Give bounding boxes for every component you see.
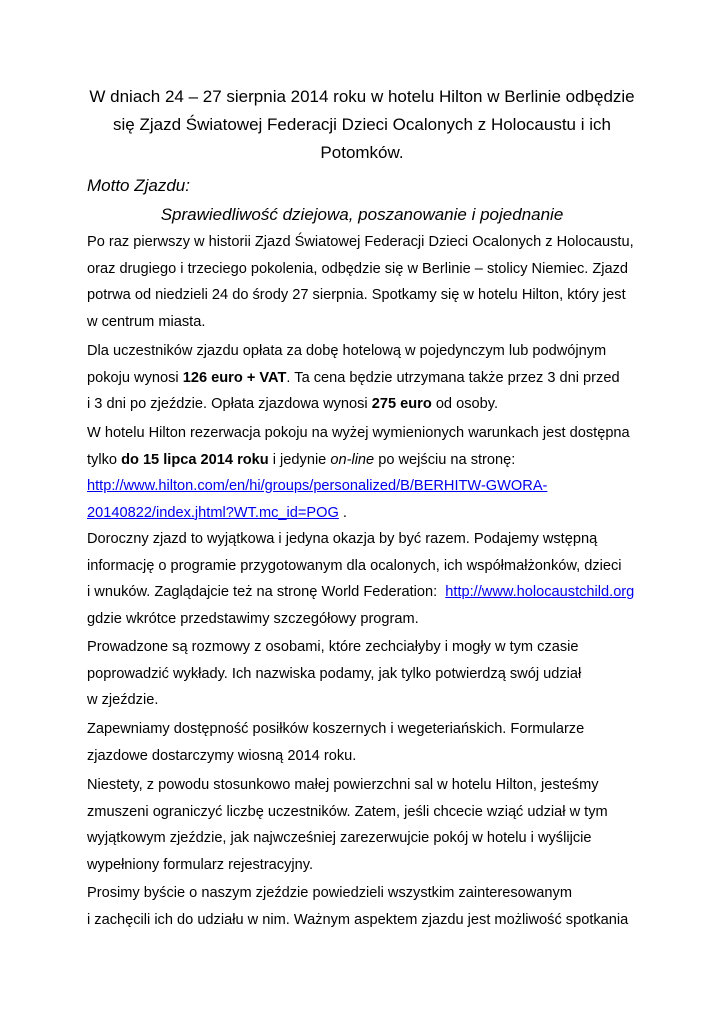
paragraph-line: Doroczny zjazd to wyjątkowa i jedyna okazja by być razem. Podajemy wstępną xyxy=(87,531,598,547)
paragraph-line: i zachęcili ich do udziału w nim. Ważnym aspektem zjazdu jest możliwość spotkania xyxy=(87,911,629,928)
paragraph-line: w centrum miasta. xyxy=(87,313,206,330)
text-run: i wnuków. Zaglądajcie też na stronę World Federation: xyxy=(87,584,446,600)
reservation-deadline: do 15 lipca 2014 roku xyxy=(121,451,269,468)
paragraph-line: Dla uczestników zjazdu opłata za dobę hotelową w pojedynczym lub podwójnym xyxy=(87,343,607,359)
paragraph-line: wyjątkowym zjeździe, jak najwcześniej zarezerwujcie pokój w hotelu i wyślijcie xyxy=(87,830,592,846)
motto-label: Motto Zjazdu: xyxy=(87,176,190,195)
paragraph-line: Niestety, z powodu stosunkowo małej powierzchni sal w hotelu Hilton, jesteśmy xyxy=(87,777,599,793)
paragraph-line: poprowadzić wykłady. Ich nazwiska podamy, jak tylko potwierdzą swój udział xyxy=(87,665,582,682)
text-run: i 3 dni po zjeździe. Opłata zjazdowa wynosi xyxy=(87,396,372,412)
paragraph-line: W hotelu Hilton rezerwacja pokoju na wyżej wymienionych warunkach jest dostępna xyxy=(87,425,630,441)
heading-line: W dniach 24 – 27 sierpnia 2014 roku w hotelu Hilton w Berlinie odbędzie xyxy=(89,87,635,106)
paragraph-invitation xyxy=(87,880,647,933)
text-run: i jedynie xyxy=(268,451,331,468)
hilton-link-part1[interactable]: http://www.hilton.com/en/hi/groups/personalized/B/BERHITW-GWORA- xyxy=(87,478,548,494)
paragraph-lectures xyxy=(87,634,647,714)
paragraph-line: oraz drugiego i trzeciego pokolenia, odbędzie się w Berlinie – stolicy Niemiec. Zjazd xyxy=(87,260,629,277)
paragraph-line xyxy=(87,473,647,500)
paragraph-line: Prowadzone są rozmowy z osobami, które zechciałyby i mogły w tym czasie xyxy=(87,639,579,655)
paragraph-line: Po raz pierwszy w historii Zjazd Światowej Federacji Dzieci Ocalonych z Holocaustu, xyxy=(87,234,634,250)
heading-line: Potomków. xyxy=(320,143,404,162)
paragraph-reservation xyxy=(87,420,647,526)
paragraph-line: Prosimy byście o naszym zjeździe powiedzieli wszystkim zainteresowanym xyxy=(87,885,572,901)
room-price: 126 euro + VAT xyxy=(182,369,287,386)
paragraph-intro xyxy=(87,229,647,335)
text-run: . xyxy=(338,504,347,521)
heading-line: się Zjazd Światowej Federacji Dzieci Ocalonych z Holocaustu i ich xyxy=(113,115,611,134)
text-run: od osoby. xyxy=(431,396,499,412)
paragraph-line xyxy=(87,500,647,527)
paragraph-meals xyxy=(87,716,647,769)
paragraph-line xyxy=(87,447,647,474)
text-run: . Ta cena będzie utrzymana także przez 3 dni przed xyxy=(286,369,620,386)
hilton-link-part2[interactable]: 20140822/index.jhtml?WT.mc_id=POG xyxy=(87,504,339,521)
paragraph-line: gdzie wkrótce przedstawimy szczegółowy program. xyxy=(87,610,419,627)
text-run: tylko xyxy=(87,451,122,468)
paragraph-line: Zapewniamy dostępność posiłków koszernych i wegeteriańskich. Formularze xyxy=(87,721,585,737)
text-run: pokoju wynosi xyxy=(87,369,183,386)
paragraph-line xyxy=(87,579,647,606)
paragraph-program xyxy=(87,526,647,632)
text-run: po wejściu na stronę: xyxy=(374,451,516,468)
paragraph-line: zjazdowe dostarczymy wiosną 2014 roku. xyxy=(87,747,357,764)
paragraph-line: w zjeździe. xyxy=(87,692,159,708)
online-term: on-line xyxy=(330,451,375,468)
paragraph-line xyxy=(87,365,647,392)
document-heading xyxy=(60,83,664,167)
paragraph-capacity xyxy=(87,772,647,878)
paragraph-line: zmuszeni ograniczyć liczbę uczestników. Zatem, jeśli chcecie wziąć udział w tym xyxy=(87,803,608,820)
paragraph-line xyxy=(87,391,647,418)
paragraph-line: potrwa od niedzieli 24 do środy 27 sierpnia. Spotkamy się w hotelu Hilton, który jest xyxy=(87,287,626,303)
holocaustchild-link[interactable]: http://www.holocaustchild.org xyxy=(445,584,635,600)
conference-fee: 275 euro xyxy=(371,396,432,412)
motto-text: Sprawiedliwość dziejowa, poszanowanie i pojednanie xyxy=(160,205,564,224)
paragraph-line: informację o programie przygotowanym dla ocalonych, ich współmałżonków, dzieci xyxy=(87,557,622,574)
paragraph-line: wypełniony formularz rejestracyjny. xyxy=(87,856,314,873)
paragraph-hotel-price xyxy=(87,338,647,418)
